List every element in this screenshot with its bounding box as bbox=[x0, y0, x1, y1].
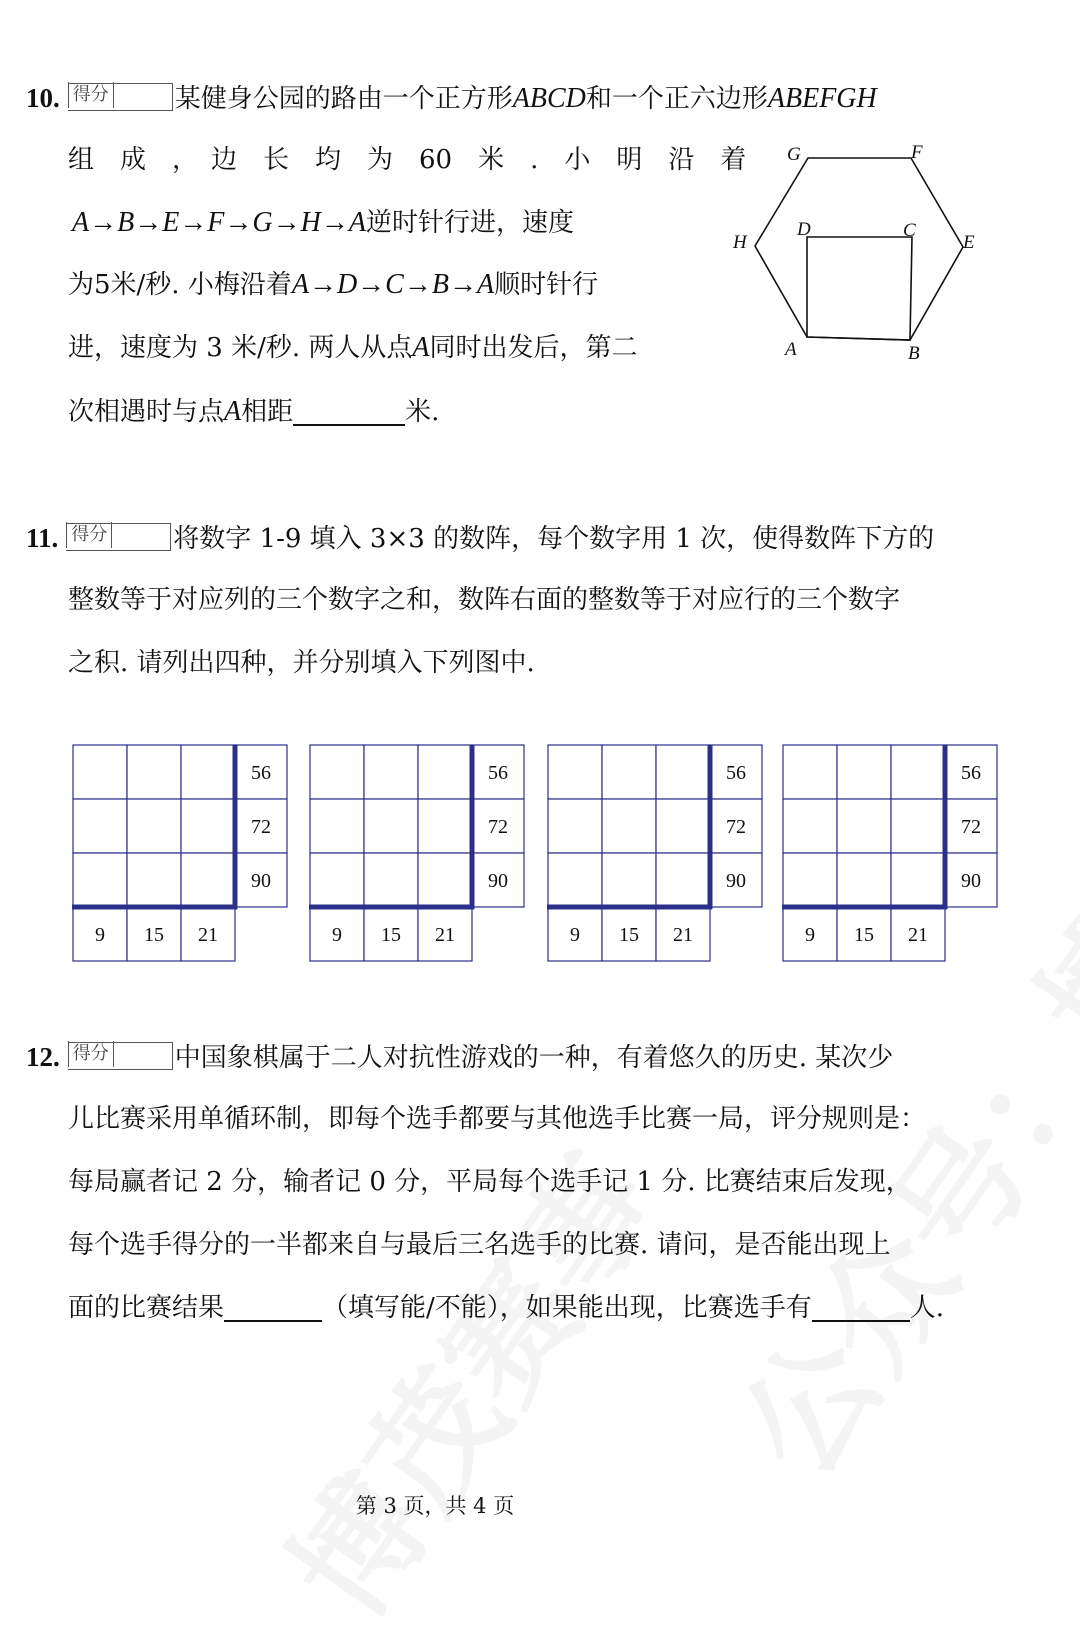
grid-cell[interactable] bbox=[181, 799, 235, 853]
q10-text-6a: 次相遇时与点 bbox=[68, 397, 225, 427]
grid-cell[interactable] bbox=[837, 799, 891, 853]
q10-text-1: 某健身公园的路由一个正方形 bbox=[174, 84, 513, 114]
column-sum-label: 9 bbox=[805, 924, 815, 946]
q10-line6 bbox=[68, 392, 439, 432]
number-grid-2[interactable] bbox=[309, 744, 527, 964]
column-sum-label: 9 bbox=[332, 924, 342, 946]
hexagon-shape bbox=[755, 158, 963, 340]
q10-text-4a: 为5米/秒. 小梅沿着 bbox=[68, 270, 292, 300]
column-sum-label: 21 bbox=[435, 924, 455, 946]
q10-line5 bbox=[68, 328, 638, 368]
grid-cell[interactable] bbox=[783, 853, 837, 907]
column-sum-label: 15 bbox=[854, 924, 874, 946]
column-sum-label: 21 bbox=[908, 924, 928, 946]
number-grid-3[interactable] bbox=[547, 744, 765, 964]
grid-cell[interactable] bbox=[181, 745, 235, 799]
q12-line4: 每个选手得分的一半都来自与最后三名选手的比赛. 请问，是否能出现上 bbox=[68, 1230, 891, 1260]
grid-cell[interactable] bbox=[548, 853, 602, 907]
q12-line3: 每局赢者记 2 分，输者记 0 分，平局每个选手记 1 分. 比赛结束后发现， bbox=[68, 1167, 912, 1197]
point-a: A bbox=[412, 332, 430, 363]
grid-cell[interactable] bbox=[73, 853, 127, 907]
grid-cell[interactable] bbox=[602, 745, 656, 799]
row-product-label: 90 bbox=[961, 870, 981, 892]
grid-cell[interactable] bbox=[891, 853, 945, 907]
grid-cell[interactable] bbox=[73, 799, 127, 853]
row-product-label: 90 bbox=[726, 870, 746, 892]
label-b: B bbox=[908, 343, 920, 364]
point-a: A bbox=[224, 396, 242, 427]
q11-text-1: 将数字 1-9 填入 3×3 的数阵，每个数字用 1 次，使得数阵下方的 bbox=[173, 524, 935, 554]
row-product-label: 56 bbox=[251, 762, 271, 784]
grid-cell[interactable] bbox=[364, 745, 418, 799]
grid-cell[interactable] bbox=[656, 745, 710, 799]
hexagon-name: ABEFGH bbox=[767, 83, 877, 114]
page-footer: 第 3 页，共 4 页 bbox=[355, 1494, 515, 1518]
q10-text-4b: 顺时针行 bbox=[494, 270, 599, 300]
grid-cell[interactable] bbox=[310, 799, 364, 853]
grid-cell[interactable] bbox=[127, 853, 181, 907]
grid-cell[interactable] bbox=[418, 745, 472, 799]
q10-text-6b: 相距 bbox=[241, 397, 294, 427]
row-product-label: 90 bbox=[251, 870, 271, 892]
q12-line5 bbox=[68, 1288, 944, 1328]
q12-text-5a: 面的比赛结果 bbox=[68, 1293, 225, 1323]
label-a: A bbox=[785, 339, 797, 360]
q10-line4 bbox=[68, 265, 598, 305]
q10-line2: 组 成 ， 边 长 均 为 60 米 . 小 明 沿 着 bbox=[68, 145, 747, 175]
column-sum-label: 9 bbox=[570, 924, 580, 946]
q12-answer-blank-1[interactable] bbox=[224, 1290, 322, 1322]
grid-cell[interactable] bbox=[310, 745, 364, 799]
route-xiaomei: A→D→C→B→A bbox=[291, 269, 495, 300]
grid-cell[interactable] bbox=[127, 799, 181, 853]
column-sum-label: 15 bbox=[144, 924, 164, 946]
route-xiaoming: A→B→E→F→G→H→A bbox=[72, 207, 366, 238]
label-e: E bbox=[963, 232, 975, 253]
column-sum-label: 21 bbox=[198, 924, 218, 946]
label-f: F bbox=[911, 142, 923, 163]
hexagon-square-figure bbox=[725, 140, 985, 370]
q10-number: 10. bbox=[26, 83, 60, 113]
label-d: D bbox=[797, 219, 811, 240]
row-product-label: 72 bbox=[961, 816, 981, 838]
q11-number: 11. bbox=[26, 523, 59, 553]
grid-cell[interactable] bbox=[656, 799, 710, 853]
grid-cell[interactable] bbox=[418, 853, 472, 907]
q10-line1 bbox=[26, 78, 877, 119]
q10-text-3b: 逆时针行进，速度 bbox=[365, 208, 574, 238]
column-sum-label: 21 bbox=[673, 924, 693, 946]
q12-text-5b: （填写能/不能），如果能出现，比赛选手有 bbox=[322, 1293, 812, 1323]
grid-cell[interactable] bbox=[837, 745, 891, 799]
q11-score-box[interactable] bbox=[66, 523, 171, 551]
q12-answer-blank-2[interactable] bbox=[812, 1290, 910, 1322]
label-h: H bbox=[733, 232, 747, 253]
q12-score-box[interactable] bbox=[68, 1042, 173, 1070]
q12-text-5c: 人. bbox=[909, 1293, 945, 1323]
grid-cell[interactable] bbox=[364, 799, 418, 853]
grid-cell[interactable] bbox=[837, 853, 891, 907]
grid-cell[interactable] bbox=[127, 745, 181, 799]
grid-cell[interactable] bbox=[73, 745, 127, 799]
label-g: G bbox=[787, 144, 801, 165]
q12-line2: 儿比赛采用单循环制，即每个选手都要与其他选手比赛一局，评分规则是： bbox=[68, 1104, 927, 1134]
number-grid-1[interactable] bbox=[72, 744, 290, 964]
watermark-2 bbox=[690, 548, 1080, 1507]
q10-text-6c: 米. bbox=[405, 397, 440, 427]
row-product-label: 56 bbox=[726, 762, 746, 784]
q11-line2: 整数等于对应列的三个数字之和，数阵右面的整数等于对应行的三个数字 bbox=[68, 585, 901, 615]
q10-text-5b: 同时出发后，第二 bbox=[429, 333, 638, 363]
row-product-label: 56 bbox=[961, 762, 981, 784]
grid-cell[interactable] bbox=[548, 745, 602, 799]
q10-text-1b: 和一个正六边形 bbox=[585, 84, 768, 114]
grid-cell[interactable] bbox=[891, 799, 945, 853]
q12-line1 bbox=[26, 1037, 893, 1078]
grid-cell[interactable] bbox=[783, 799, 837, 853]
row-product-label: 90 bbox=[488, 870, 508, 892]
column-sum-label: 9 bbox=[95, 924, 105, 946]
score-label: 得分 bbox=[66, 522, 112, 548]
grid-cell[interactable] bbox=[181, 853, 235, 907]
score-label: 得分 bbox=[68, 1041, 114, 1067]
row-product-label: 72 bbox=[251, 816, 271, 838]
grid-cell[interactable] bbox=[418, 799, 472, 853]
square-shape bbox=[807, 237, 912, 340]
q12-number: 12. bbox=[26, 1042, 60, 1072]
grid-cell[interactable] bbox=[891, 745, 945, 799]
grid-cell[interactable] bbox=[602, 853, 656, 907]
row-product-label: 56 bbox=[488, 762, 508, 784]
row-product-label: 72 bbox=[726, 816, 746, 838]
q10-answer-blank[interactable] bbox=[293, 394, 405, 426]
q10-text-5a: 进，速度为 3 米/秒. 两人从点 bbox=[68, 333, 413, 363]
column-sum-label: 15 bbox=[619, 924, 639, 946]
column-sum-label: 15 bbox=[381, 924, 401, 946]
q11-line3: 之积. 请列出四种，并分别填入下列图中. bbox=[68, 648, 535, 678]
grid-cell[interactable] bbox=[548, 799, 602, 853]
q10-line3 bbox=[72, 203, 574, 243]
q11-line1 bbox=[26, 518, 934, 559]
grid-cell[interactable] bbox=[310, 853, 364, 907]
score-label: 得分 bbox=[68, 82, 114, 108]
q10-score-box[interactable] bbox=[68, 83, 173, 111]
square-name: ABCD bbox=[512, 83, 586, 114]
row-product-label: 72 bbox=[488, 816, 508, 838]
grid-cell[interactable] bbox=[783, 745, 837, 799]
grid-cell[interactable] bbox=[656, 853, 710, 907]
q12-text-1: 中国象棋属于二人对抗性游戏的一种，有着悠久的历史. 某次少 bbox=[174, 1043, 894, 1073]
number-grid-4[interactable] bbox=[782, 744, 1000, 964]
grid-cell[interactable] bbox=[364, 853, 418, 907]
label-c: C bbox=[903, 220, 916, 241]
grid-cell[interactable] bbox=[602, 799, 656, 853]
